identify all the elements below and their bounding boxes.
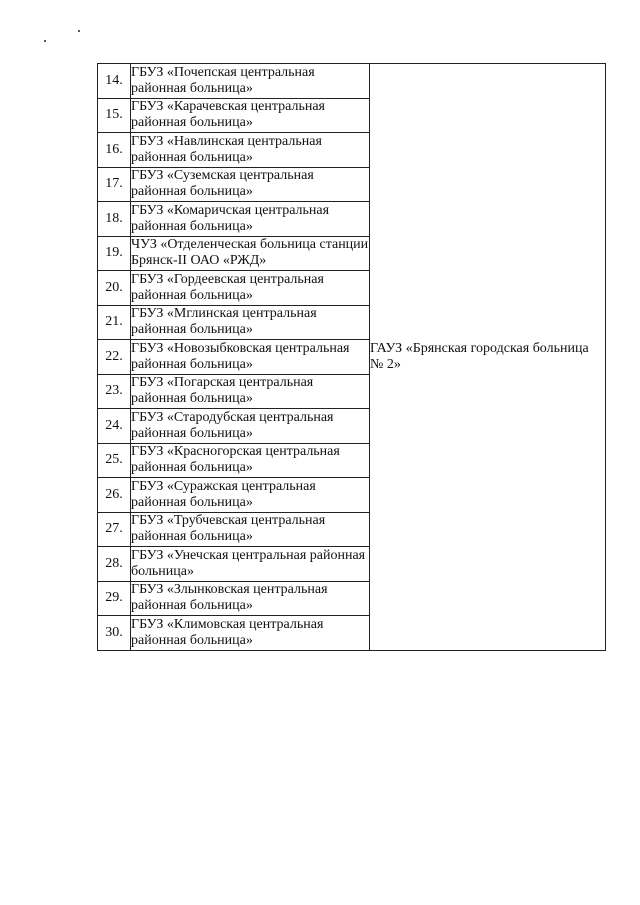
row-number: 19. bbox=[98, 236, 131, 271]
dot-mark bbox=[78, 30, 80, 32]
organization-name: ГБУЗ «Суражская центральная районная больница» bbox=[131, 478, 370, 513]
organization-name: ГБУЗ «Трубчевская центральная районная больница» bbox=[131, 512, 370, 547]
row-number: 25. bbox=[98, 443, 131, 478]
scan-artifact-dots bbox=[44, 30, 84, 46]
organization-name: ГБУЗ «Карачевская центральная районная больница» bbox=[131, 98, 370, 133]
organization-name: ГБУЗ «Комаричская центральная районная больница» bbox=[131, 202, 370, 237]
row-number: 16. bbox=[98, 133, 131, 168]
row-number: 21. bbox=[98, 305, 131, 340]
row-number: 14. bbox=[98, 64, 131, 99]
row-number: 15. bbox=[98, 98, 131, 133]
row-number: 28. bbox=[98, 547, 131, 582]
organization-name: ГБУЗ «Стародубская центральная районная больница» bbox=[131, 409, 370, 444]
organization-name: ГБУЗ «Гордеевская центральная районная больница» bbox=[131, 271, 370, 306]
organization-name: ГБУЗ «Климовская центральная районная больница» bbox=[131, 616, 370, 651]
organization-name: ГБУЗ «Злынковская центральная районная больница» bbox=[131, 581, 370, 616]
row-number: 30. bbox=[98, 616, 131, 651]
dot-mark bbox=[44, 40, 46, 42]
row-number: 20. bbox=[98, 271, 131, 306]
row-number: 18. bbox=[98, 202, 131, 237]
organization-name: ГБУЗ «Навлинская центральная районная больница» bbox=[131, 133, 370, 168]
table-body bbox=[98, 64, 606, 651]
row-number: 29. bbox=[98, 581, 131, 616]
hospital-assignment-table bbox=[97, 63, 606, 651]
organization-name: ГБУЗ «Погарская центральная районная больница» bbox=[131, 374, 370, 409]
row-number: 24. bbox=[98, 409, 131, 444]
row-number: 26. bbox=[98, 478, 131, 513]
organization-name: ГБУЗ «Почепская центральная районная больница» bbox=[131, 64, 370, 99]
assigned-hospital: ГАУЗ «Брянская городская больница № 2» bbox=[370, 64, 606, 651]
organization-name: ГБУЗ «Унечская центральная районная больница» bbox=[131, 547, 370, 582]
row-number: 23. bbox=[98, 374, 131, 409]
organization-name: ГБУЗ «Мглинская центральная районная больница» bbox=[131, 305, 370, 340]
table-row bbox=[98, 64, 606, 99]
organization-name: ГБУЗ «Суземская центральная районная больница» bbox=[131, 167, 370, 202]
row-number: 22. bbox=[98, 340, 131, 375]
organization-name: ГБУЗ «Красногорская центральная районная больница» bbox=[131, 443, 370, 478]
row-number: 27. bbox=[98, 512, 131, 547]
row-number: 17. bbox=[98, 167, 131, 202]
organization-name: ЧУЗ «Отделенческая больница станции Брянск-II ОАО «РЖД» bbox=[131, 236, 370, 271]
organization-name: ГБУЗ «Новозыбковская центральная районная больница» bbox=[131, 340, 370, 375]
